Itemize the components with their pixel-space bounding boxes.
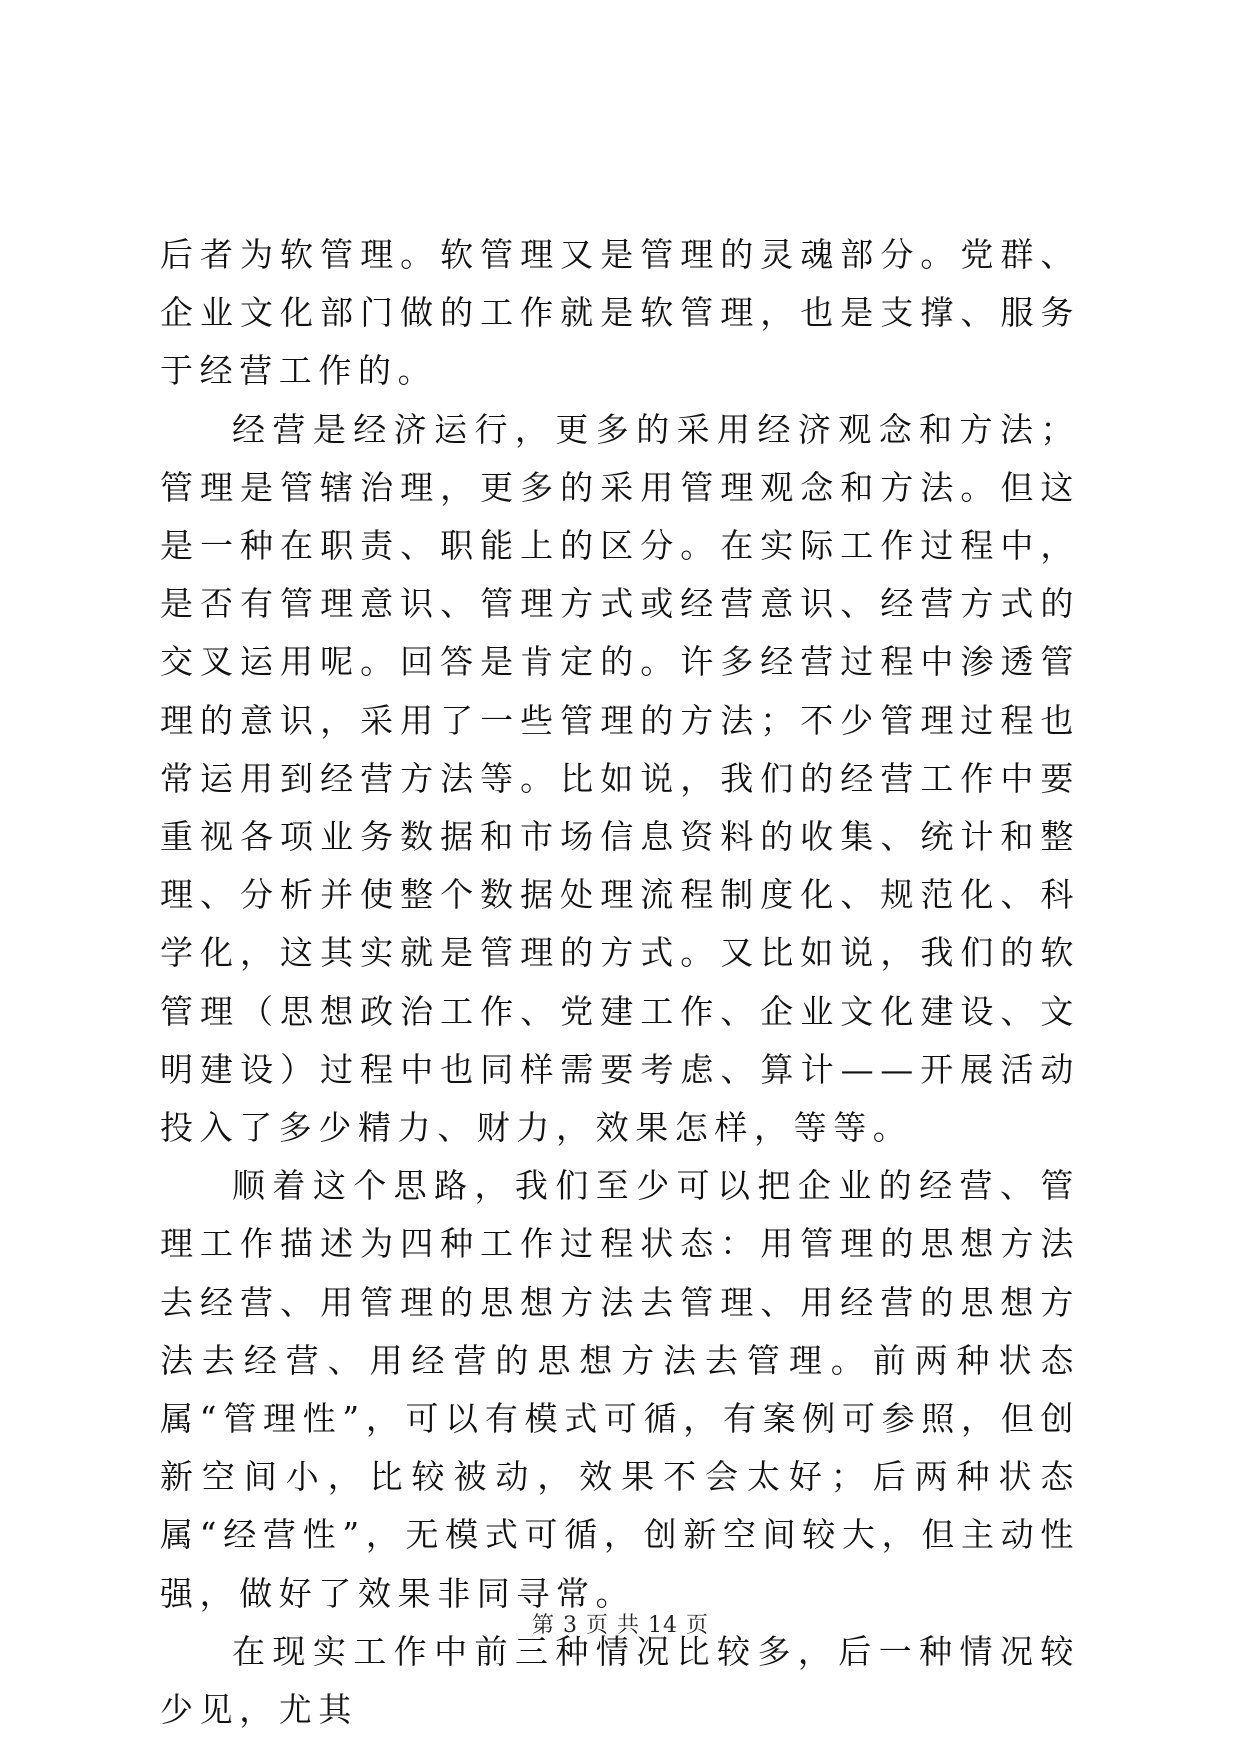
paragraph: 顺着这个思路，我们至少可以把企业的经营、管理工作描述为四种工作过程状态：用管理的思想方法去经营、用管理的思想方法去管理、用经营的思想方法去经营、用经营的思想方法去管理。前两种状态属“管理性”，可以有模式可循，有案例可参照，但创新空间小，比较被动，效果不会太好；后两种状态属“经营性”，无模式可循，创新空间较大，但主动性强，做好了效果非同寻常。	[160, 1166, 1080, 1613]
page-footer: 第 3 页 共 14 页	[532, 1613, 709, 1638]
paragraph: 经营是经济运行，更多的采用经济观念和方法；管理是管辖治理，更多的采用管理观念和方法。但这是一种在职责、职能上的区分。在实际工作过程中，是否有管理意识、管理方式或经营意识、经营方式的交叉运用呢。回答是肯定的。许多经营过程中渗透管理的意识，采用了一些管理的方法；不少管理过程也常运用到经营方法等。比如说，我们的经营工作中要重视各项业务数据和市场信息资料的收集、统计和整理、分析并使整个数据处理流程制度化、规范化、科学化，这其实就是管理的方式。又比如说，我们的软管理（思想政治工作、党建工作、企业文化建设、文明建设）过程中也同样需要考虑、算计——开展活动投入了多少精力、财力，效果怎样，等等。	[160, 409, 1080, 1148]
paragraph: 在现实工作中前三种情况比较多，后一种情况较少见，尤其	[160, 1631, 1080, 1730]
body-text	[160, 226, 1080, 1739]
paragraph-continuation: 后者为软管理。软管理又是管理的灵魂部分。党群、企业文化部门做的工作就是软管理，也是支撑、服务于经营工作的。	[160, 235, 1080, 391]
